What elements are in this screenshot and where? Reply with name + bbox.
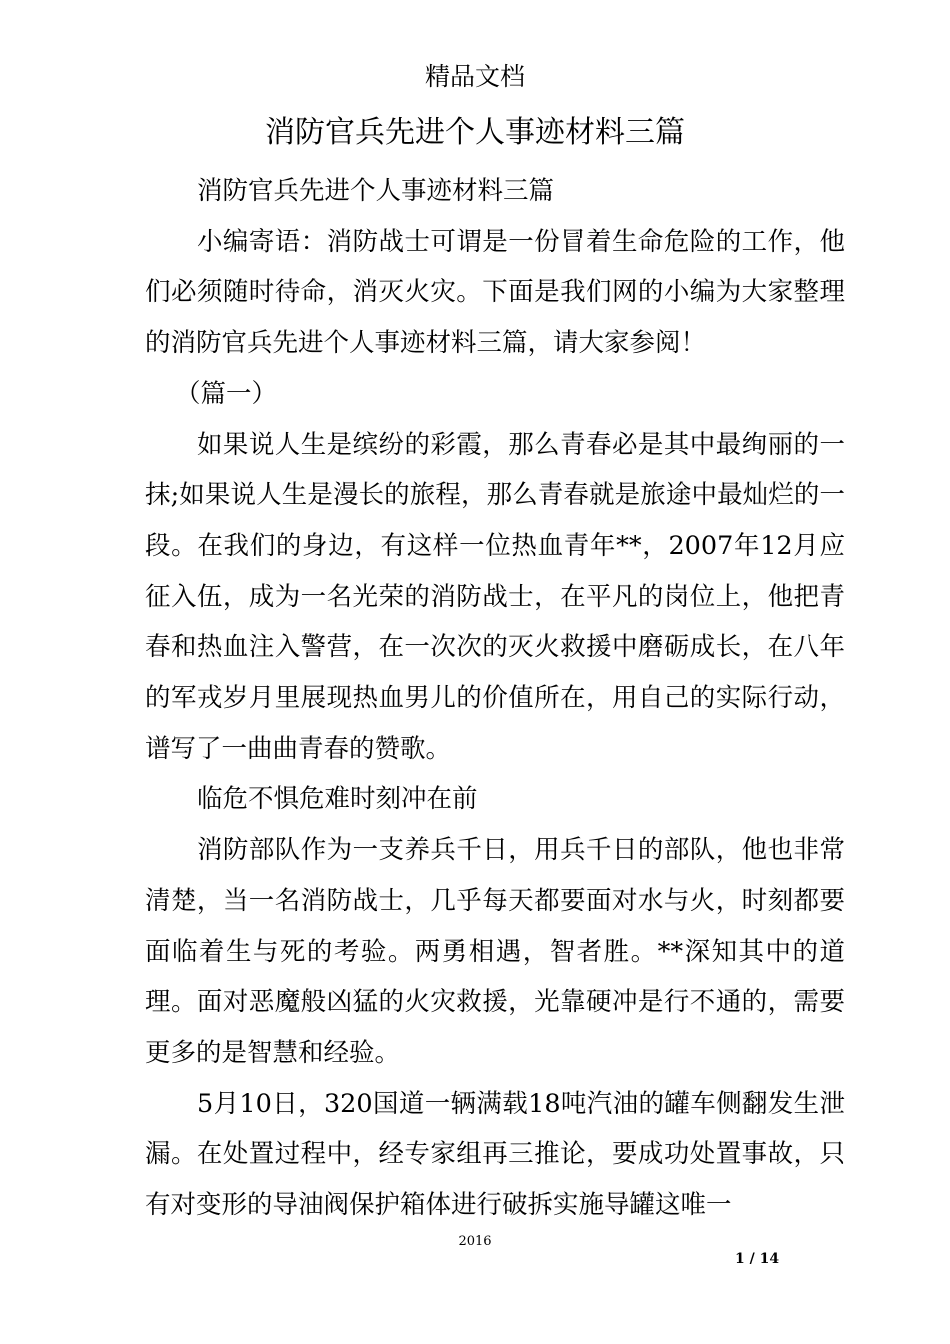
footer-year: 2016 [458, 1234, 492, 1249]
body-paragraph: 5月10日，320国道一辆满载18吨汽油的罐车侧翻发生泄漏。在处置过程中，经专家组再三推论，要成功处置事故，只有对变形的导油阀保护箱体进行破拆实施导罐这唯一 [145, 1088, 845, 1221]
document-body [145, 166, 845, 1231]
body-paragraph: 消防部队作为一支养兵千日，用兵千日的部队，他也非常清楚，当一名消防战士，几乎每天都要面对水与火，时刻都要面临着生与死的考验。两勇相遇，智者胜。**深知其中的道理。面对恶魔般凶猛的火灾救援，光靠硬冲是行不通的，需要更多的是智慧和经验。 [145, 835, 845, 1068]
body-paragraph: 如果说人生是缤纷的彩霞，那么青春必是其中最绚丽的一抹;如果说人生是漫长的旅程，那么青春就是旅途中最灿烂的一段。在我们的身边，有这样一位热血青年**，2007年12月应征入伍，成为一名光荣的消防战士，在平凡的岗位上，他把青春和热血注入警营，在一次次的灭火救援中磨砺成长，在八年的军戎岁月里展现热血男儿的价值所在，用自己的实际行动，谱写了一曲曲青春的赞歌。 [145, 429, 845, 764]
intro-paragraph: 小编寄语：消防战士可谓是一份冒着生命危险的工作，他们必须随时待命，消灭火灾。下面是我们网的小编为大家整理的消防官兵先进个人事迹材料三篇，请大家参阅！ [145, 226, 845, 359]
section-label: （篇一） [175, 378, 278, 409]
subtitle-paragraph: 消防官兵先进个人事迹材料三篇 [197, 176, 555, 206]
document-header: 精品文档 [424, 62, 525, 91]
page-number: 1 / 14 [735, 1251, 780, 1267]
document-title: 消防官兵先进个人事迹材料三篇 [265, 115, 685, 150]
subheading-paragraph: 临危不惧危难时刻冲在前 [197, 784, 478, 815]
